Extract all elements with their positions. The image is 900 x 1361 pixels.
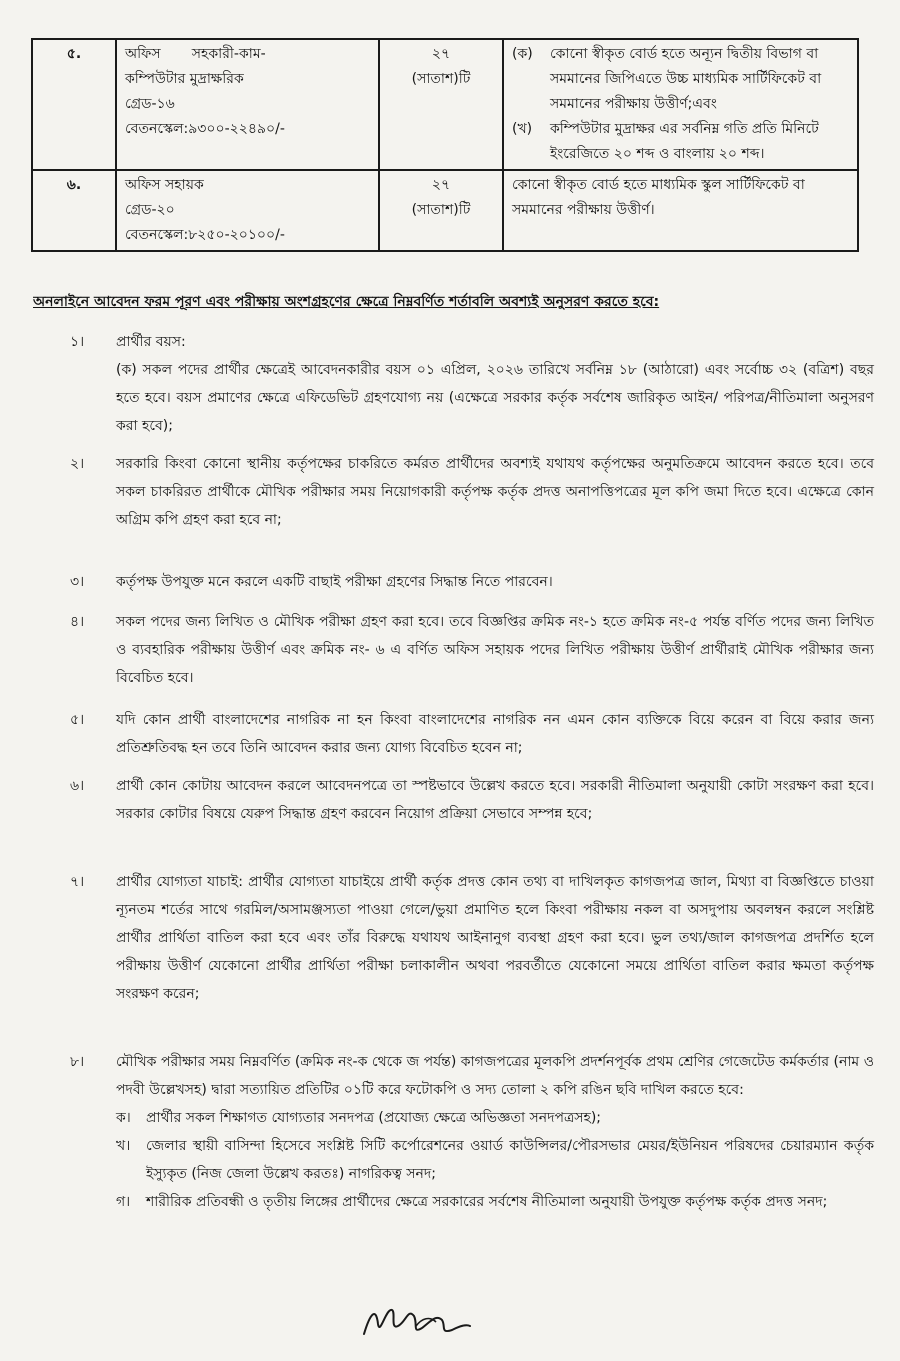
- count-cell: [379, 170, 503, 251]
- condition-number: ৭।: [70, 874, 85, 890]
- condition-number: ৫।: [70, 712, 85, 728]
- post-line: গ্রেড-২০: [125, 202, 175, 218]
- condition-item: [36, 868, 874, 1008]
- qualification-mark: (ক): [512, 46, 533, 62]
- sub-item-mark: ক।: [116, 1110, 131, 1126]
- serial-cell: ৫.: [32, 39, 116, 170]
- condition-text: কর্তৃপক্ষ উপযুক্ত মনে করলে একটি বাছাই পরীক্ষা গ্রহণের সিদ্ধান্ত নিতে পারবেন।: [116, 574, 553, 590]
- qualification-item: [512, 117, 849, 167]
- post-line: অফিস সহকারী-কাম-: [125, 46, 266, 62]
- condition-text: সরকারি কিংবা কোনো স্থানীয় কর্তৃপক্ষের চাকরিতে কর্মরত প্রার্থীদের অবশ্যই যথাযথ কর্তৃপক্ষের অনুমতিক্রমে আবেদন করতে হবে। তবে সকল চাকরিরত প্রার্থীকে মৌখিক পরীক্ষার সময় নিয়োগকারী কর্তৃপক্ষ কর্তৃক প্রদত্ত অনাপত্তিপত্রের মূল কপি জমা দিতে হবে। এক্ষেত্রে কোন অগ্রিম কপি গ্রহণ করা হবে না;: [116, 456, 874, 528]
- condition-text: (ক) সকল পদের প্রার্থীর ক্ষেত্রেই আবেদনকারীর বয়স ০১ এপ্রিল, ২০২৬ তারিখে সর্বনিম্ন ১৮ (আঠারো) এবং সর্বোচ্চ ৩২ (বত্রিশ) বছর হতে হবে। বয়স প্রমাণের ক্ষেত্রে এফিডেভিট গ্রহণযোগ্য নয় (এক্ষেত্রে সরকার কর্তৃক সর্বশেষ জারিকৃত আইন/ পরিপত্র/নীতিমালা অনুসরণ করা হবে);: [116, 362, 874, 434]
- sub-item: [116, 1104, 874, 1132]
- condition-item: [36, 608, 874, 692]
- condition-number: ৩।: [70, 574, 85, 590]
- sub-item: [116, 1188, 874, 1216]
- condition-text: মৌখিক পরীক্ষার সময় নিম্নবর্ণিত (ক্রমিক নং-ক থেকে জ পর্যন্ত) কাগজপত্রের মূলকপি প্রদর্শনপূর্বক প্রথম শ্রেণির গেজেটেড কর্মকর্তার (নাম ও পদবী উল্লেখসহ) দ্বারা সত্যায়িত প্রতিটির ০১টি করে ফটোকপি ও সদ্য তোলা ২ কপি রঙিন ছবি দাখিল করতে হবে:: [116, 1054, 874, 1098]
- condition-item: [36, 706, 874, 762]
- serial-cell: ৬.: [32, 170, 116, 251]
- condition-number: ৪।: [70, 614, 85, 630]
- count-words: (সাতাশ)টি: [411, 202, 471, 218]
- post-line: গ্রেড-১৬: [125, 96, 175, 112]
- qualification-text: কোনো স্বীকৃত বোর্ড হতে মাধ্যমিক স্কুল সার্টিফিকেট বা সমমানের পরীক্ষায় উত্তীর্ণ।: [512, 177, 805, 218]
- sub-item-text: জেলার স্থায়ী বাসিন্দা হিসেবে সংশ্লিষ্ট সিটি কর্পোরেশনের ওয়ার্ড কাউন্সিলর/পৌরসভার মেয়র/ইউনিয়ন পরিষদের চেয়ারম্যান কর্তৃক ইস্যুকৃত (নিজ জেলা উল্লেখ করতঃ) নাগরিকত্ব সনদ;: [146, 1138, 874, 1182]
- post-line: বেতনস্কেল:৮২৫০-২০১০০/-: [125, 227, 285, 243]
- condition-text: প্রার্থী কোন কোটায় আবেদন করলে আবেদনপত্রে তা স্পষ্টভাবে উল্লেখ করতে হবে। সরকারী নীতিমালা অনুযায়ী কোটা সংরক্ষণ করা হবে। সরকার কোটার বিষয়ে যেরুপ সিদ্ধান্ত গ্রহণ করবেন নিয়োগ প্রক্রিয়া সেভাবে সম্পন্ন হবে;: [116, 778, 874, 822]
- condition-item: [36, 1048, 874, 1216]
- condition-item: [36, 568, 874, 596]
- condition-text: সকল পদের জন্য লিখিত ও মৌখিক পরীক্ষা গ্রহণ করা হবে। তবে বিজ্ঞপ্তির ক্রমিক নং-১ হতে ক্রমিক নং-৫ পর্যন্ত বর্ণিত পদের জন্য লিখিত ও ব্যবহারিক পরীক্ষায় উত্তীর্ণ এবং ক্রমিক নং- ৬ এ বর্ণিত অফিস সহায়ক পদের লিখিত পরীক্ষায় উত্তীর্ণ প্রার্থীরাই মৌখিক পরীক্ষার জন্য বিবেচিত হবে।: [116, 614, 874, 686]
- post-line: বেতনস্কেল:৯৩০০-২২৪৯০/-: [125, 121, 285, 137]
- table-row: [32, 170, 858, 251]
- count-number: ২৭: [431, 177, 451, 193]
- condition-number: ৬।: [70, 778, 85, 794]
- condition-number: ২।: [70, 456, 85, 472]
- condition-number: ১।: [70, 334, 85, 350]
- condition-title: প্রার্থীর বয়স:: [116, 334, 186, 350]
- qualification-text: কোনো স্বীকৃত বোর্ড হতে অন্যূন দ্বিতীয় বিভাগ বা সমমানের জিপিএতে উচ্চ মাধ্যমিক সার্টিফিকেট বা সমমানের পরীক্ষায় উত্তীর্ণ;এবং: [550, 46, 822, 112]
- handwritten-signature: [356, 1296, 476, 1346]
- condition-item: [36, 772, 874, 828]
- posts-table: [31, 38, 859, 252]
- count-number: ২৭: [431, 46, 451, 62]
- condition-item: [36, 450, 874, 534]
- sub-item-mark: গ।: [116, 1194, 131, 1210]
- condition-text: যদি কোন প্রার্থী বাংলাদেশের নাগরিক না হন কিংবা বাংলাদেশের নাগরিক নন এমন কোন ব্যক্তিকে বিয়ে করেন বা বিয়ে করার জন্য প্রতিশ্রুতিবদ্ধ হন তবে তিনি আবেদন করার জন্য যোগ্য বিবেচিত হবেন না;: [116, 712, 874, 756]
- sub-item-mark: খ।: [116, 1138, 131, 1154]
- post-cell: [116, 170, 379, 251]
- qualification-item: [512, 42, 849, 117]
- condition-text: প্রার্থীর যোগ্যতা যাচাই: প্রার্থীর যোগ্যতা যাচাইয়ে প্রার্থী কর্তৃক প্রদত্ত কোন তথ্য বা দাখিলকৃত কাগজপত্র জাল, মিথ্যা বা বিজ্ঞপ্তিতে চাওয়া ন্যূনতম শর্তের সাথে গরমিল/অসামঞ্জস্যতা পাওয়া গেলে/ভুয়া প্রমাণিত হলে কিংবা পরীক্ষায় নকল বা অসদুপায় অবলম্বন করলে সংশ্লিষ্ট প্রার্থীর প্রার্থিতা বাতিল করা হবে এবং তাঁর বিরুদ্ধে যথাযথ আইনানুগ ব্যবস্থা গ্রহণ করা হবে। ভুল তথ্য/জাল কাগজপত্র প্রদর্শিত হলে পরীক্ষায় উত্তীর্ণ যেকোনো প্রার্থীর প্রার্থিতা পরীক্ষা চলাকালীন অথবা পরবর্তীতে যেকোনো সময়ে প্রার্থিতা বাতিল করার ক্ষমতা কর্তৃপক্ষ সংরক্ষণ করেন;: [116, 874, 874, 1002]
- post-cell: [116, 39, 379, 170]
- count-cell: [379, 39, 503, 170]
- qualification-cell: [503, 170, 858, 251]
- count-words: (সাতাশ)টি: [411, 71, 471, 87]
- conditions-heading: অনলাইনে আবেদন ফরম পূরণ এবং পরীক্ষায় অংশগ্রহণের ক্ষেত্রে নিম্নবর্ণিত শর্তাবলি অবশ্যই অনুসরণ করতে হবে:: [33, 294, 660, 310]
- qualification-text: কম্পিউটার মুদ্রাক্ষর এর সর্বনিম্ন গতি প্রতি মিনিটে ইংরেজিতে ২০ শব্দ ও বাংলায় ২০ শব্দ।: [550, 121, 819, 162]
- sub-item-text: শারীরিক প্রতিবন্ধী ও তৃতীয় লিঙ্গের প্রার্থীদের ক্ষেত্রে সরকারের সর্বশেষ নীতিমালা অনুযায়ী উপযুক্ত কর্তৃপক্ষ কর্তৃক প্রদত্ত সনদ;: [146, 1194, 828, 1210]
- table-row: [32, 39, 858, 170]
- post-line: কম্পিউটার মুদ্রাক্ষরিক: [125, 71, 244, 87]
- qualification-mark: (খ): [512, 121, 533, 137]
- post-line: অফিস সহায়ক: [125, 177, 204, 193]
- qualification-cell: [503, 39, 858, 170]
- sub-item-text: প্রার্থীর সকল শিক্ষাগত যোগ্যতার সনদপত্র (প্রযোজ্য ক্ষেত্রে অভিজ্ঞতা সনদপত্রসহ);: [146, 1110, 602, 1126]
- condition-number: ৮।: [70, 1054, 85, 1070]
- sub-item: [116, 1132, 874, 1188]
- condition-item: [36, 328, 874, 440]
